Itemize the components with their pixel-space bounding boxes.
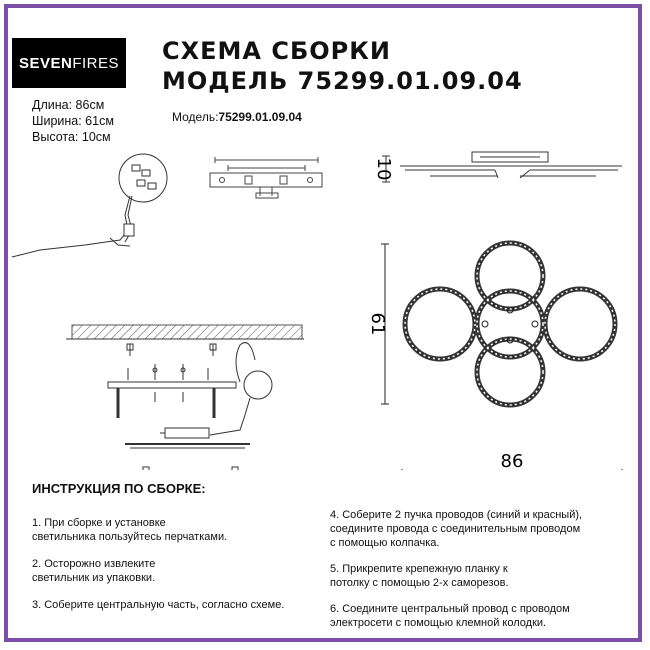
step-4-line-3: с помощью колпачка. [330,537,440,549]
mounting-bracket-detail [210,157,322,198]
wire-cap-2 [142,170,150,176]
spec-length: Длина: 86см [32,98,105,112]
instruction-step-3 [32,598,322,612]
brand-logo-bold: SEVEN [18,54,73,72]
step-4-line-1: 4. Соберите 2 пучка проводов (синий и красный), [330,509,583,521]
model-label: Модель: [172,110,219,124]
title-line-1: СХЕМА СБОРКИ [162,37,391,65]
ring-set [405,243,615,405]
instruction-step-2 [32,557,322,585]
step-6-line-1: 6. Соедините центральный провод с проводом [330,603,570,615]
instruction-step-5 [330,562,630,590]
step-1-line-1: 1. При сборке и установке [32,517,166,529]
ring-left [405,289,475,359]
spec-width: Ширина: 61см [32,114,114,128]
height-dim-label: 10 [373,157,394,181]
wire-connector [124,224,134,236]
wire-zoom-circle [119,154,167,202]
wire-cap-1 [132,165,140,171]
ceiling-screws [127,344,216,356]
instructions-left-column [32,516,322,625]
step-5-line-1: 5. Прикрепите крепежную планку к [330,563,508,575]
instructions-title: ИНСТРУКЦИЯ ПО СБОРКЕ: [32,481,206,496]
wire-cable [12,196,130,257]
instruction-step-1 [32,516,322,544]
title-line-2: МОДЕЛЬ 75299.01.09.04 [162,67,523,95]
side-view-drawing [382,152,622,182]
bracket-bar [108,382,236,388]
ceiling-hatch [72,325,302,339]
wire-detail-circle [244,371,272,399]
wire-cap-3 [137,180,145,186]
width-dim-label: 86 [500,451,524,470]
bracket-plate [210,173,322,187]
instructions-right-column [330,508,630,642]
step-5-line-2: потолку с помощью 2-х саморезов. [330,577,509,589]
instruction-step-6 [330,602,630,630]
step-4-line-2: соедините провода с соединительным проводом [330,523,581,535]
feed-wire [236,343,255,382]
instruction-step-4 [330,508,630,550]
driver-box [165,428,209,438]
step-6-line-2: электросети с помощью клемной колодки. [330,617,547,629]
ring-right [545,289,615,359]
spec-height: Высота: 10см [32,130,111,144]
step-1-line-2: светильника пользуйтесь перчатками. [32,531,228,543]
top-view-drawing [381,243,622,470]
wire-cap-4 [148,183,156,189]
depth-dim-label: 61 [367,312,388,336]
brand-logo-light: FIRES [72,54,120,72]
installation-drawing [66,325,304,470]
wire-connection-detail [12,154,167,257]
bracket-screws [128,364,208,380]
step-2-line-1: 2. Осторожно извлеките [32,558,156,570]
model-value: 75299.01.09.04 [218,110,302,124]
step-3-line-1: 3. Соберите центральную часть, согласно схеме. [32,599,285,611]
step-2-line-2: светильник из упаковки. [32,572,156,584]
